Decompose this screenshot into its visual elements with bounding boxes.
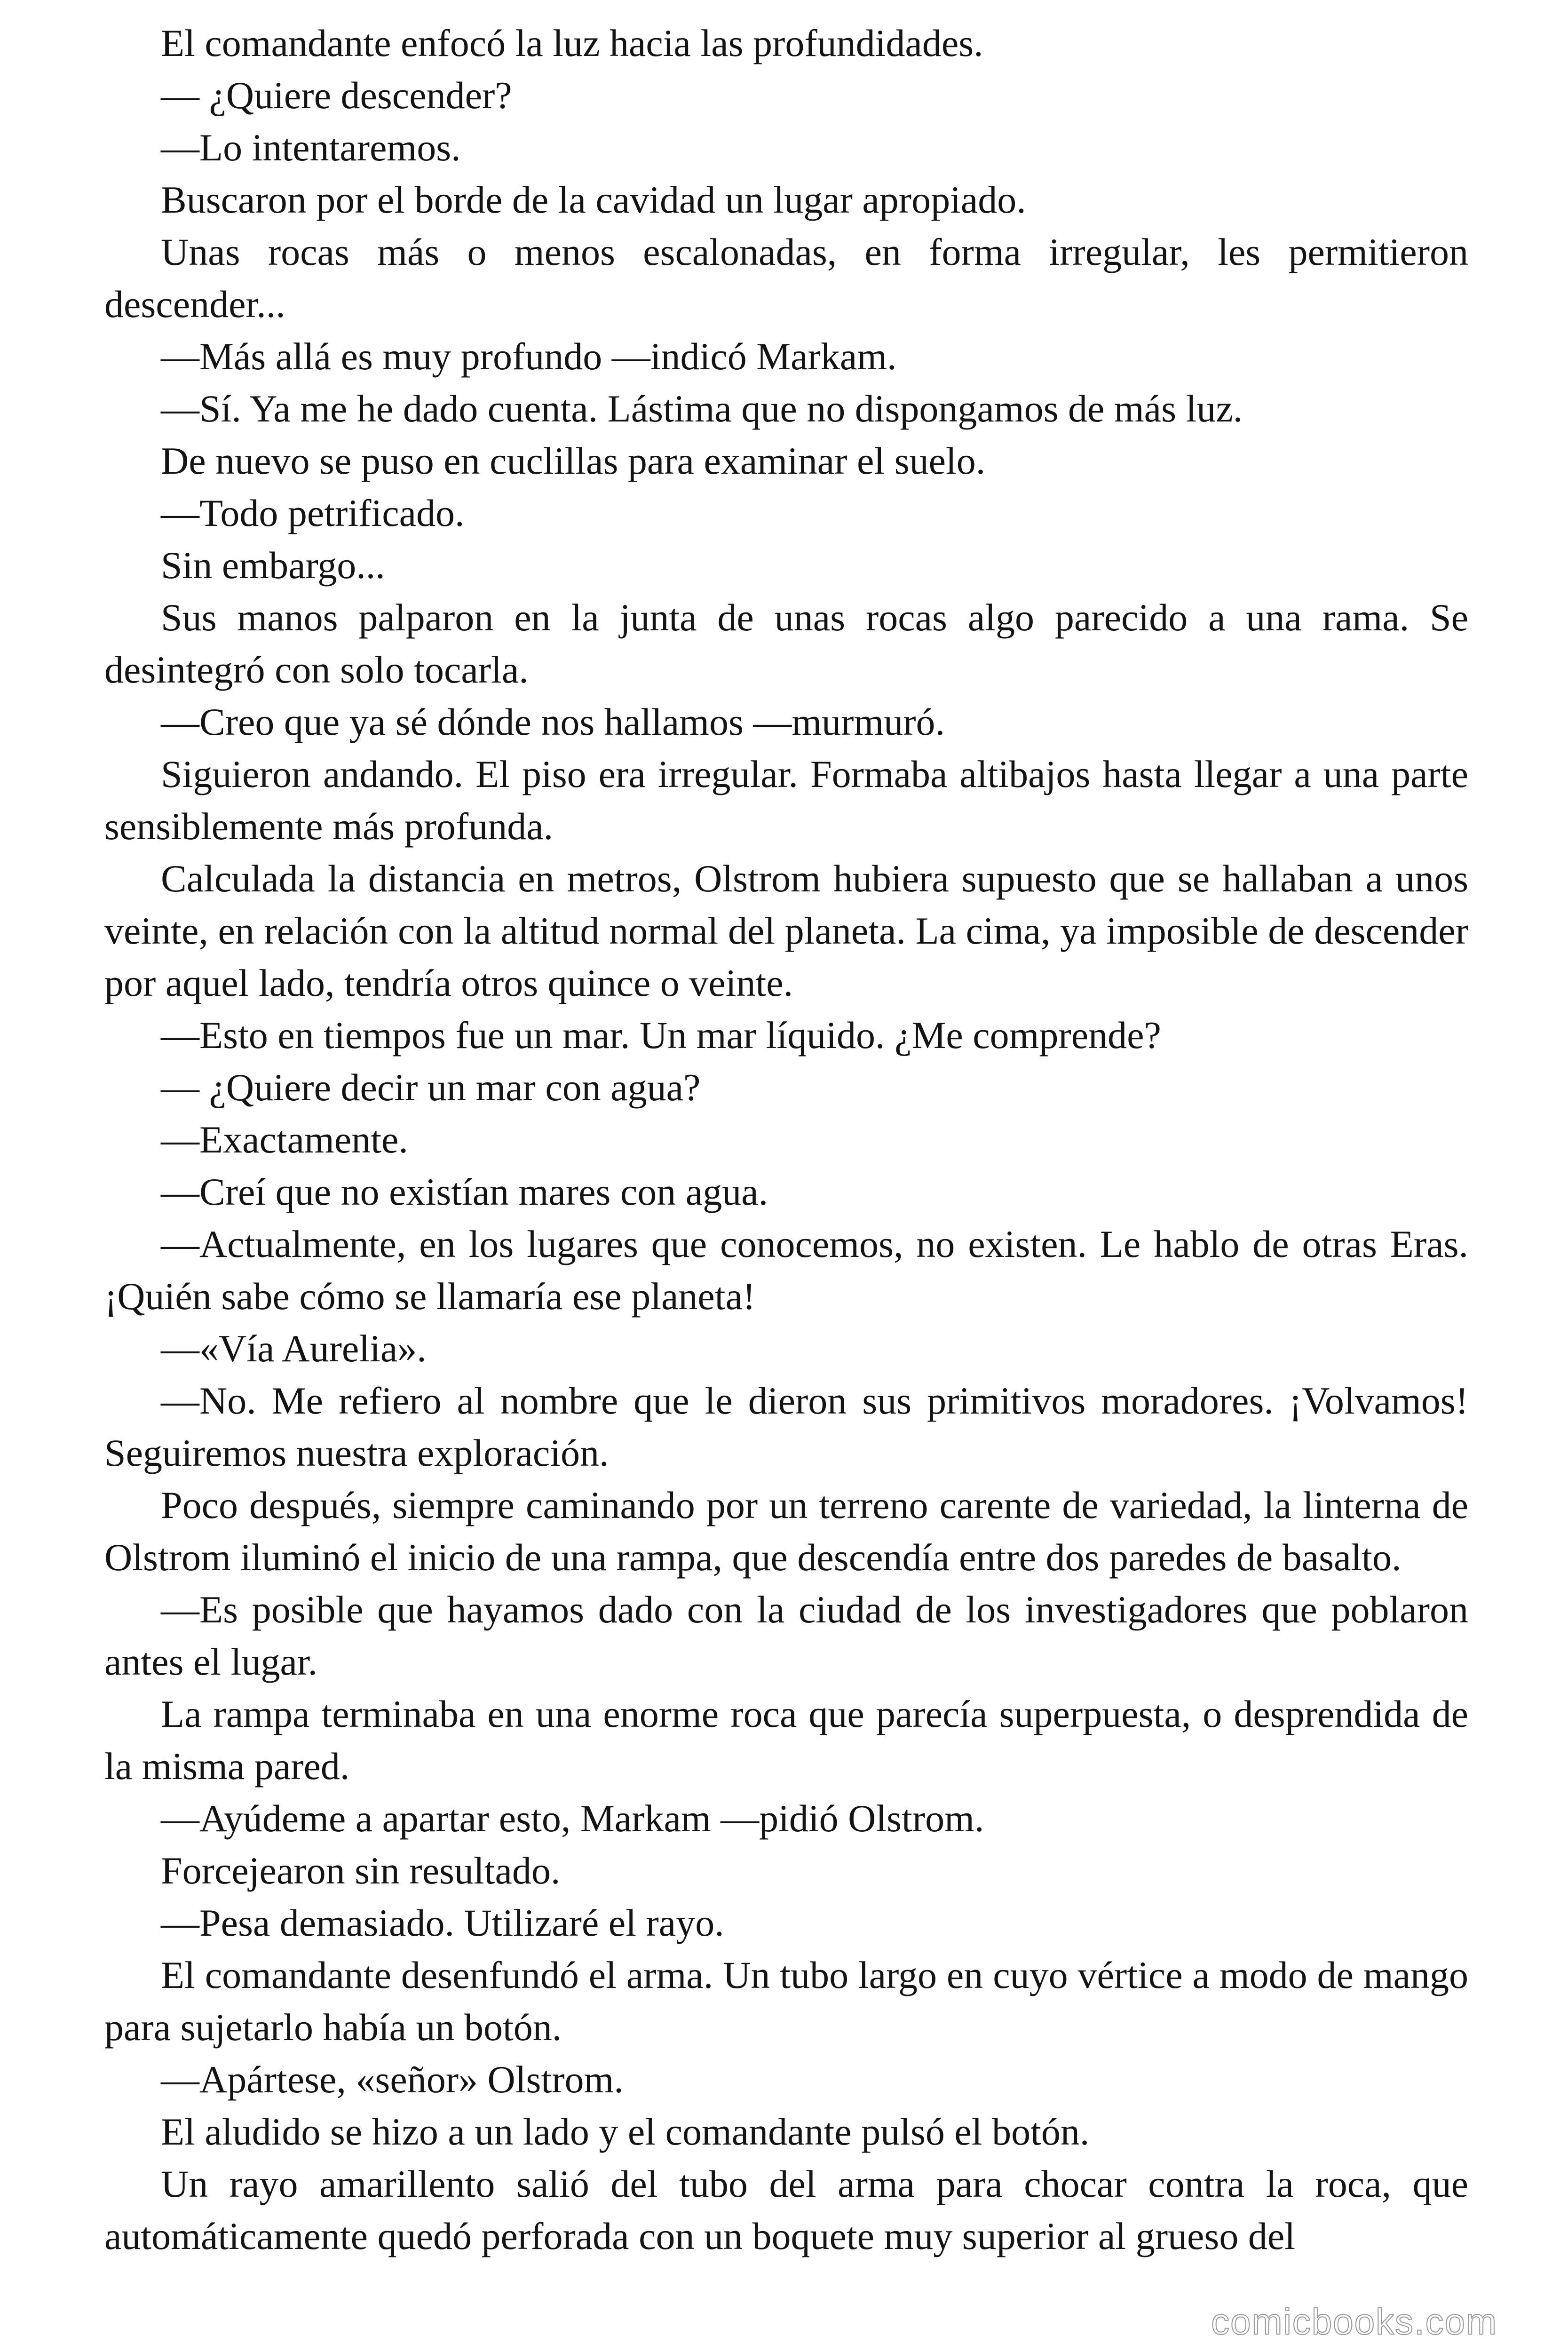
paragraph: —Lo intentaremos. (161, 126, 461, 169)
paragraph: —Es posible que hayamos dado con la ciudad de los investigadores que poblaron antes el lugar. (104, 1588, 1468, 1683)
paragraph: —Ayúdeme a apartar esto, Markam —pidió Olstrom. (161, 1797, 984, 1840)
paragraph: —Apártese, «señor» Olstrom. (161, 2058, 624, 2101)
paragraph: Calculada la distancia en metros, Olstrom hubiera supuesto que se hallaban a unos veinte, en relación con la altitud normal del planeta. La cima, ya imposible de descender por aquel lado, tendría otros quince o veinte. (104, 857, 1468, 1004)
watermark: comicbooks.com (1211, 2301, 1497, 2342)
paragraph: —Creo que ya sé dónde nos hallamos —murmuró. (161, 700, 945, 743)
paragraph: El comandante enfocó la luz hacia las profundidades. (161, 22, 983, 64)
paragraph: — ¿Quiere descender? (161, 74, 512, 117)
paragraph: —Más allá es muy profundo —indicó Markam. (161, 335, 897, 378)
paragraph: —Exactamente. (161, 1118, 408, 1161)
paragraph: —«Vía Aurelia». (161, 1327, 427, 1370)
paragraph: —Creí que no existían mares con agua. (161, 1170, 768, 1213)
paragraph: Siguieron andando. El piso era irregular. Formaba altibajos hasta llegar a una parte sensiblemente más profunda. (104, 753, 1468, 848)
paragraph: — ¿Quiere decir un mar con agua? (161, 1066, 701, 1109)
paragraph: —Todo petrificado. (161, 492, 465, 534)
paragraph: De nuevo se puso en cuclillas para examinar el suelo. (161, 439, 986, 482)
paragraph: Sin embargo... (161, 544, 385, 587)
paragraph: El comandante desenfundó el arma. Un tubo largo en cuyo vértice a modo de mango para sujetarlo había un botón. (104, 1954, 1468, 2049)
paragraph: Poco después, siempre caminando por un terreno carente de variedad, la linterna de Olstrom iluminó el inicio de una rampa, que descendía entre dos paredes de basalto. (104, 1484, 1468, 1579)
paragraph: —No. Me refiero al nombre que le dieron sus primitivos moradores. ¡Volvamos! Seguiremos nuestra exploración. (104, 1379, 1468, 1474)
paragraph: —Esto en tiempos fue un mar. Un mar líquido. ¿Me comprende? (161, 1014, 1161, 1057)
paragraph: —Sí. Ya me he dado cuenta. Lástima que no dispongamos de más luz. (161, 387, 1243, 430)
paragraph: —Actualmente, en los lugares que conocemos, no existen. Le hablo de otras Eras. ¡Quién sabe cómo se llamaría ese planeta! (104, 1223, 1468, 1318)
paragraph: Sus manos palparon en la junta de unas rocas algo parecido a una rama. Se desintegró con solo tocarla. (104, 596, 1468, 691)
paragraph: La rampa terminaba en una enorme roca que parecía superpuesta, o desprendida de la misma pared. (104, 1692, 1468, 1788)
paragraph: Buscaron por el borde de la cavidad un lugar apropiado. (161, 178, 1026, 221)
book-page (104, 17, 1468, 2262)
paragraph: Unas rocas más o menos escalonadas, en forma irregular, les permitieron descender... (104, 230, 1468, 326)
paragraph: El aludido se hizo a un lado y el comandante pulsó el botón. (161, 2110, 1090, 2153)
paragraph: Forcejearon sin resultado. (161, 1849, 561, 1892)
paragraph: Un rayo amarillento salió del tubo del arma para chocar contra la roca, que automáticamente quedó perforada con un boquete muy superior al grueso del (104, 2162, 1468, 2257)
paragraph: —Pesa demasiado. Utilizaré el rayo. (161, 1901, 724, 1944)
